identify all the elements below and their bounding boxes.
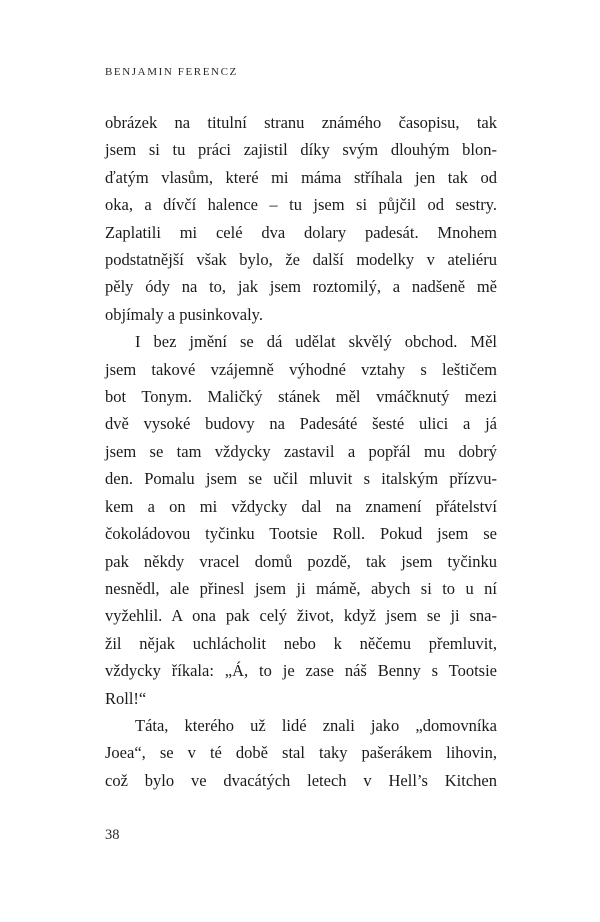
text-line: pak někdy vracel domů pozdě, tak jsem tyčinku [105,551,497,571]
text-line: Zaplatili mi celé dva dolary padesát. Mnohem [105,222,497,242]
text-line: žil nějak uchlácholit nebo k něčemu přemluvit, [105,633,497,653]
text-line: Roll!“ [105,688,147,708]
text-line: kem a on mi vždycky dal na znamení přátelství [105,496,497,516]
text-line: den. Pomalu jsem se učil mluvit s italským přízvu- [105,469,497,489]
paragraph [105,109,497,328]
text-line: oka, a dívčí halence – tu jsem si půjčil od sestry. [105,195,497,215]
text-line: Joea“, se v té době stal taky pašerákem lihovin, [105,743,497,763]
text-line: pěly ódy na to, jak jsem roztomilý, a nadšeně mě [105,277,497,297]
running-header: BENJAMIN FERENCZ [105,66,238,78]
text-line: podstatnější však bylo, že další modelky v ateliéru [105,250,497,270]
text-line: vždycky říkala: „Á, to je zase náš Benny s Tootsie [105,661,497,681]
body-text [105,109,497,794]
text-line: dvě vysoké budovy na Padesáté šesté ulici a já [105,414,497,434]
text-line: bot Tonym. Maličký stánek měl vmáčknutý mezi [105,387,497,407]
text-line: objímaly a pusinkovaly. [105,304,263,324]
text-line: ďatým vlasům, které mi máma stříhala jen tak od [105,167,497,187]
paragraph [105,328,497,712]
text-line: jsem si tu práci zajistil díky svým dlouhým blon- [105,140,497,160]
text-line: Táta, kterého už lidé znali jako „domovníka [135,715,497,735]
text-line: vyžehlil. A ona pak celý život, když jsem se ji sna- [105,606,497,626]
text-line: nesnědl, ale přinesl jsem ji mámě, abych si to u ní [105,578,497,598]
text-line: čokoládovou tyčinku Tootsie Roll. Pokud jsem se [105,524,497,544]
paragraph [105,712,497,794]
text-line: jsem takové vzájemně výhodné vztahy s leštičem [105,359,497,379]
page-number: 38 [105,827,120,843]
text-line: I bez jmění se dá udělat skvělý obchod. Měl [135,332,497,352]
text-line: obrázek na titulní stranu známého časopisu, tak [105,113,497,132]
text-line: jsem se tam vždycky zastavil a popřál mu dobrý [105,441,497,461]
text-line: což bylo ve dvacátých letech v Hell’s Kitchen [105,770,497,790]
